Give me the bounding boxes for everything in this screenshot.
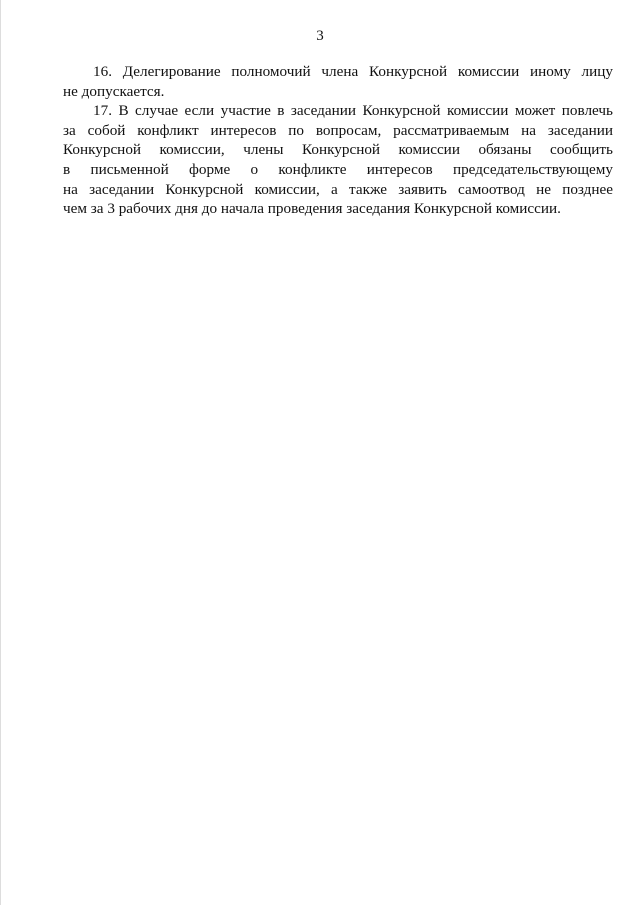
paragraph-17-line: чем за 3 рабочих дня до начала проведения заседания Конкурсной комиссии. [63, 200, 561, 218]
paragraph-17-line: Конкурсной комиссии, члены Конкурсной комиссии обязаны сообщить [63, 141, 613, 159]
paragraph-16-line: не допускается. [63, 82, 165, 100]
document-body [63, 62, 613, 219]
paragraph-17-line: 17. В случае если участие в заседании Конкурсной комиссии может повлечь [93, 102, 613, 120]
scan-edge [0, 0, 1, 905]
paragraph-17-line: за собой конфликт интересов по вопросам, рассматриваемым на заседании [63, 121, 613, 139]
paragraph-17-line: на заседании Конкурсной комиссии, а также заявить самоотвод не позднее [63, 180, 613, 198]
paragraph-17-line: в письменной форме о конфликте интересов председательствующему [63, 160, 613, 178]
paragraph-16-line: 16. Делегирование полномочий члена Конкурсной комиссии иному лицу [93, 63, 613, 80]
page-number: 3 [316, 28, 324, 44]
